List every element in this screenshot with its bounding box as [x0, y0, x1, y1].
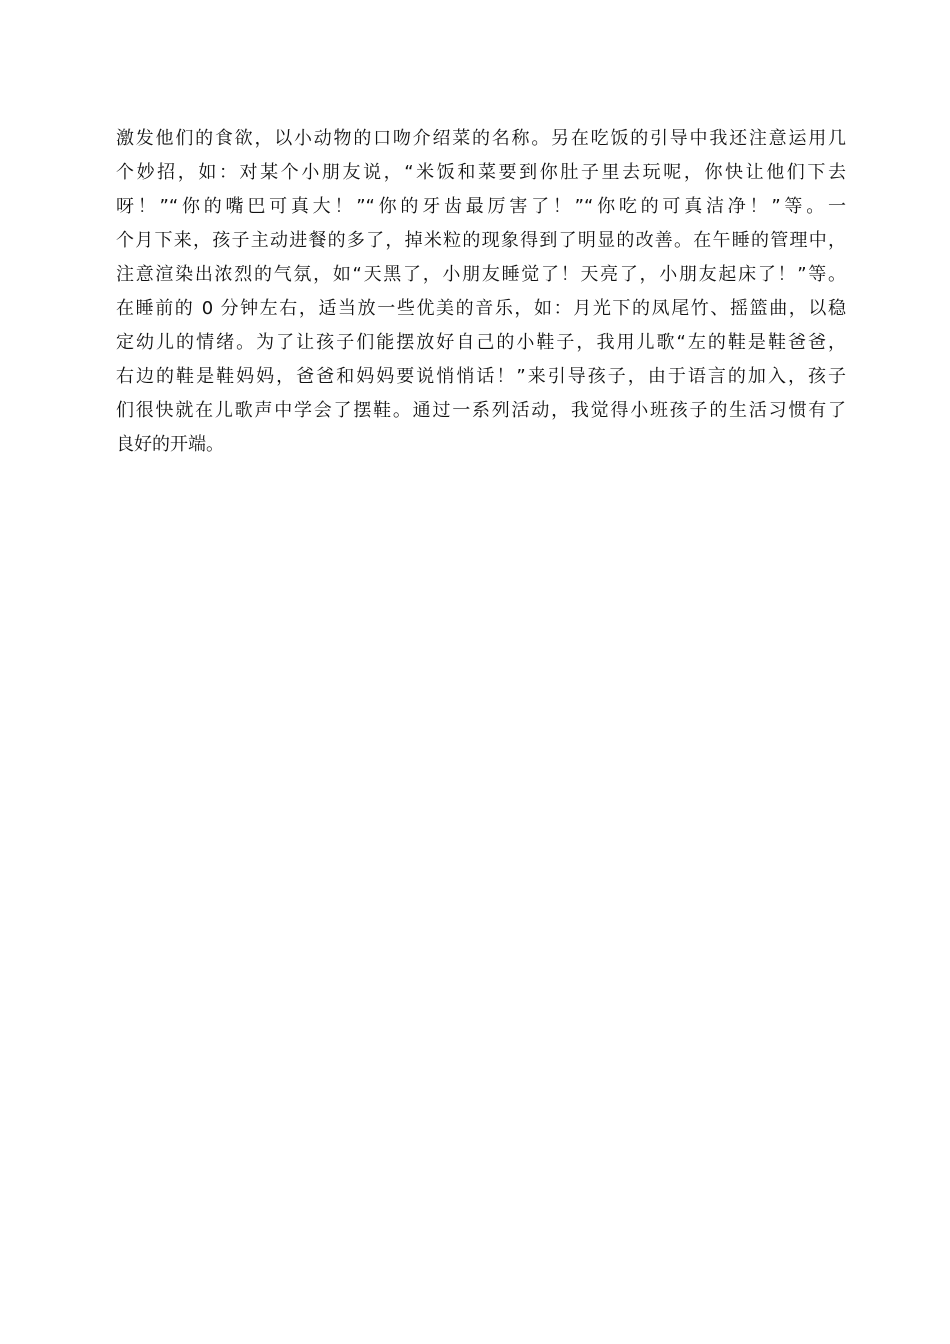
paragraph-line-9: 们很快就在儿歌声中学会了摆鞋。通过一系列活动，我觉得小班孩子的生活习惯有了 [116, 400, 846, 421]
paragraph-line-5: 注意渲染出浓烈的气氛，如“天黑了，小朋友睡觉了！天亮了，小朋友起床了！”等。 [116, 264, 846, 285]
paragraph-line-6: 在睡前的 0 分钟左右，适当放一些优美的音乐，如：月光下的凤尾竹、摇篮曲，以稳 [116, 298, 846, 319]
body-paragraph [116, 122, 846, 462]
paragraph-line-8: 右边的鞋是鞋妈妈，爸爸和妈妈要说悄悄话！”来引导孩子，由于语言的加入，孩子 [116, 366, 846, 387]
paragraph-line-10: 良好的开端。 [116, 434, 224, 455]
paragraph-line-2: 个妙招，如：对某个小朋友说，“米饭和菜要到你肚子里去玩呢，你快让他们下去 [116, 162, 846, 183]
paragraph-line-3: 呀！”“你的嘴巴可真大！”“你的牙齿最厉害了！”“你吃的可真洁净！”等。一 [116, 196, 846, 217]
paragraph-line-1: 激发他们的食欲，以小动物的口吻介绍菜的名称。另在吃饭的引导中我还注意运用几 [116, 128, 846, 149]
paragraph-line-4: 个月下来，孩子主动进餐的多了，掉米粒的现象得到了明显的改善。在午睡的管理中， [116, 230, 846, 251]
paragraph-line-7: 定幼儿的情绪。为了让孩子们能摆放好自己的小鞋子，我用儿歌“左的鞋是鞋爸爸， [116, 332, 846, 353]
